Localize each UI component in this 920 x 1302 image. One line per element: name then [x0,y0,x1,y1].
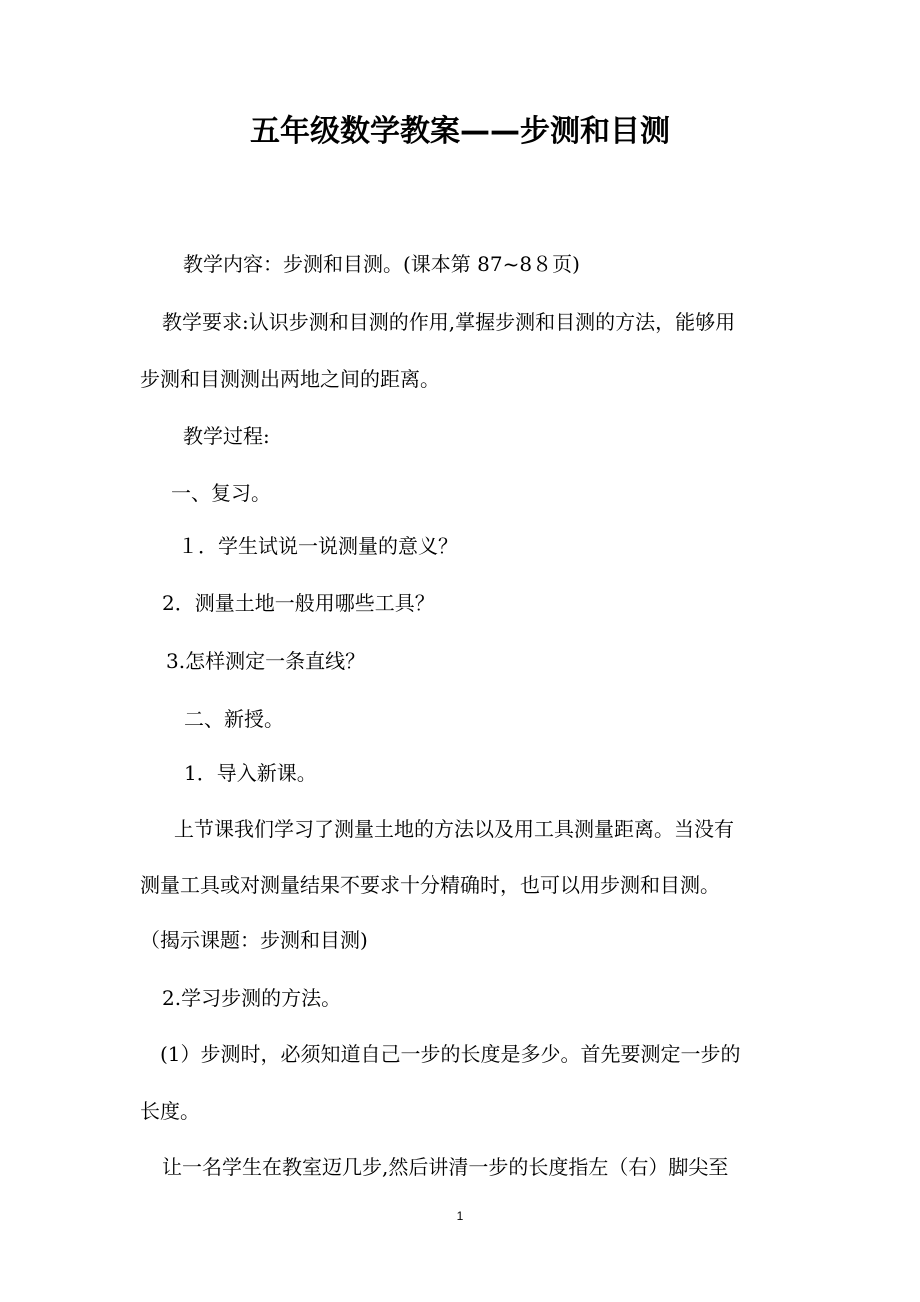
section-heading: 一、复习。 [171,481,271,505]
paragraph-line: 上节课我们学习了测量土地的方法以及用工具测量距离。当没有 [174,817,734,841]
paragraph-line: 教学要求:认识步测和目测的作用,掌握步测和目测的方法，能够用 [162,310,736,334]
paragraph-line: 步测和目测测出两地之间的距离。 [140,367,440,391]
list-item: １．学生试说一说测量的意义？ [178,534,458,558]
paragraph-line: 测量工具或对测量结果不要求十分精确时，也可以用步测和目测。 [140,873,720,897]
paragraph-line: (1）步测时，必须知道自己一步的长度是多少。首先要测定一步的 [160,1042,741,1066]
list-item: 1．导入新课。 [184,761,317,785]
paragraph-line: 长度。 [140,1099,200,1123]
paragraph-line: 教学过程: [183,424,270,448]
paragraph-line: （揭示课题：步测和目测) [140,928,368,952]
list-item: 2．测量土地一般用哪些工具？ [162,591,435,615]
section-heading: 二、新授。 [184,707,284,731]
paragraph-line: 让一名学生在教室迈几步,然后讲清一步的长度指左（右）脚尖至 [162,1155,729,1179]
list-item: 2.学习步测的方法。 [162,986,342,1010]
page-number: 1 [456,1209,464,1223]
list-item: 3.怎样测定一条直线？ [166,649,366,673]
document-title: 五年级数学教案——步测和目测 [250,114,670,149]
paragraph-line: 教学内容：步测和目测。(课本第 87~8８页) [183,252,580,276]
